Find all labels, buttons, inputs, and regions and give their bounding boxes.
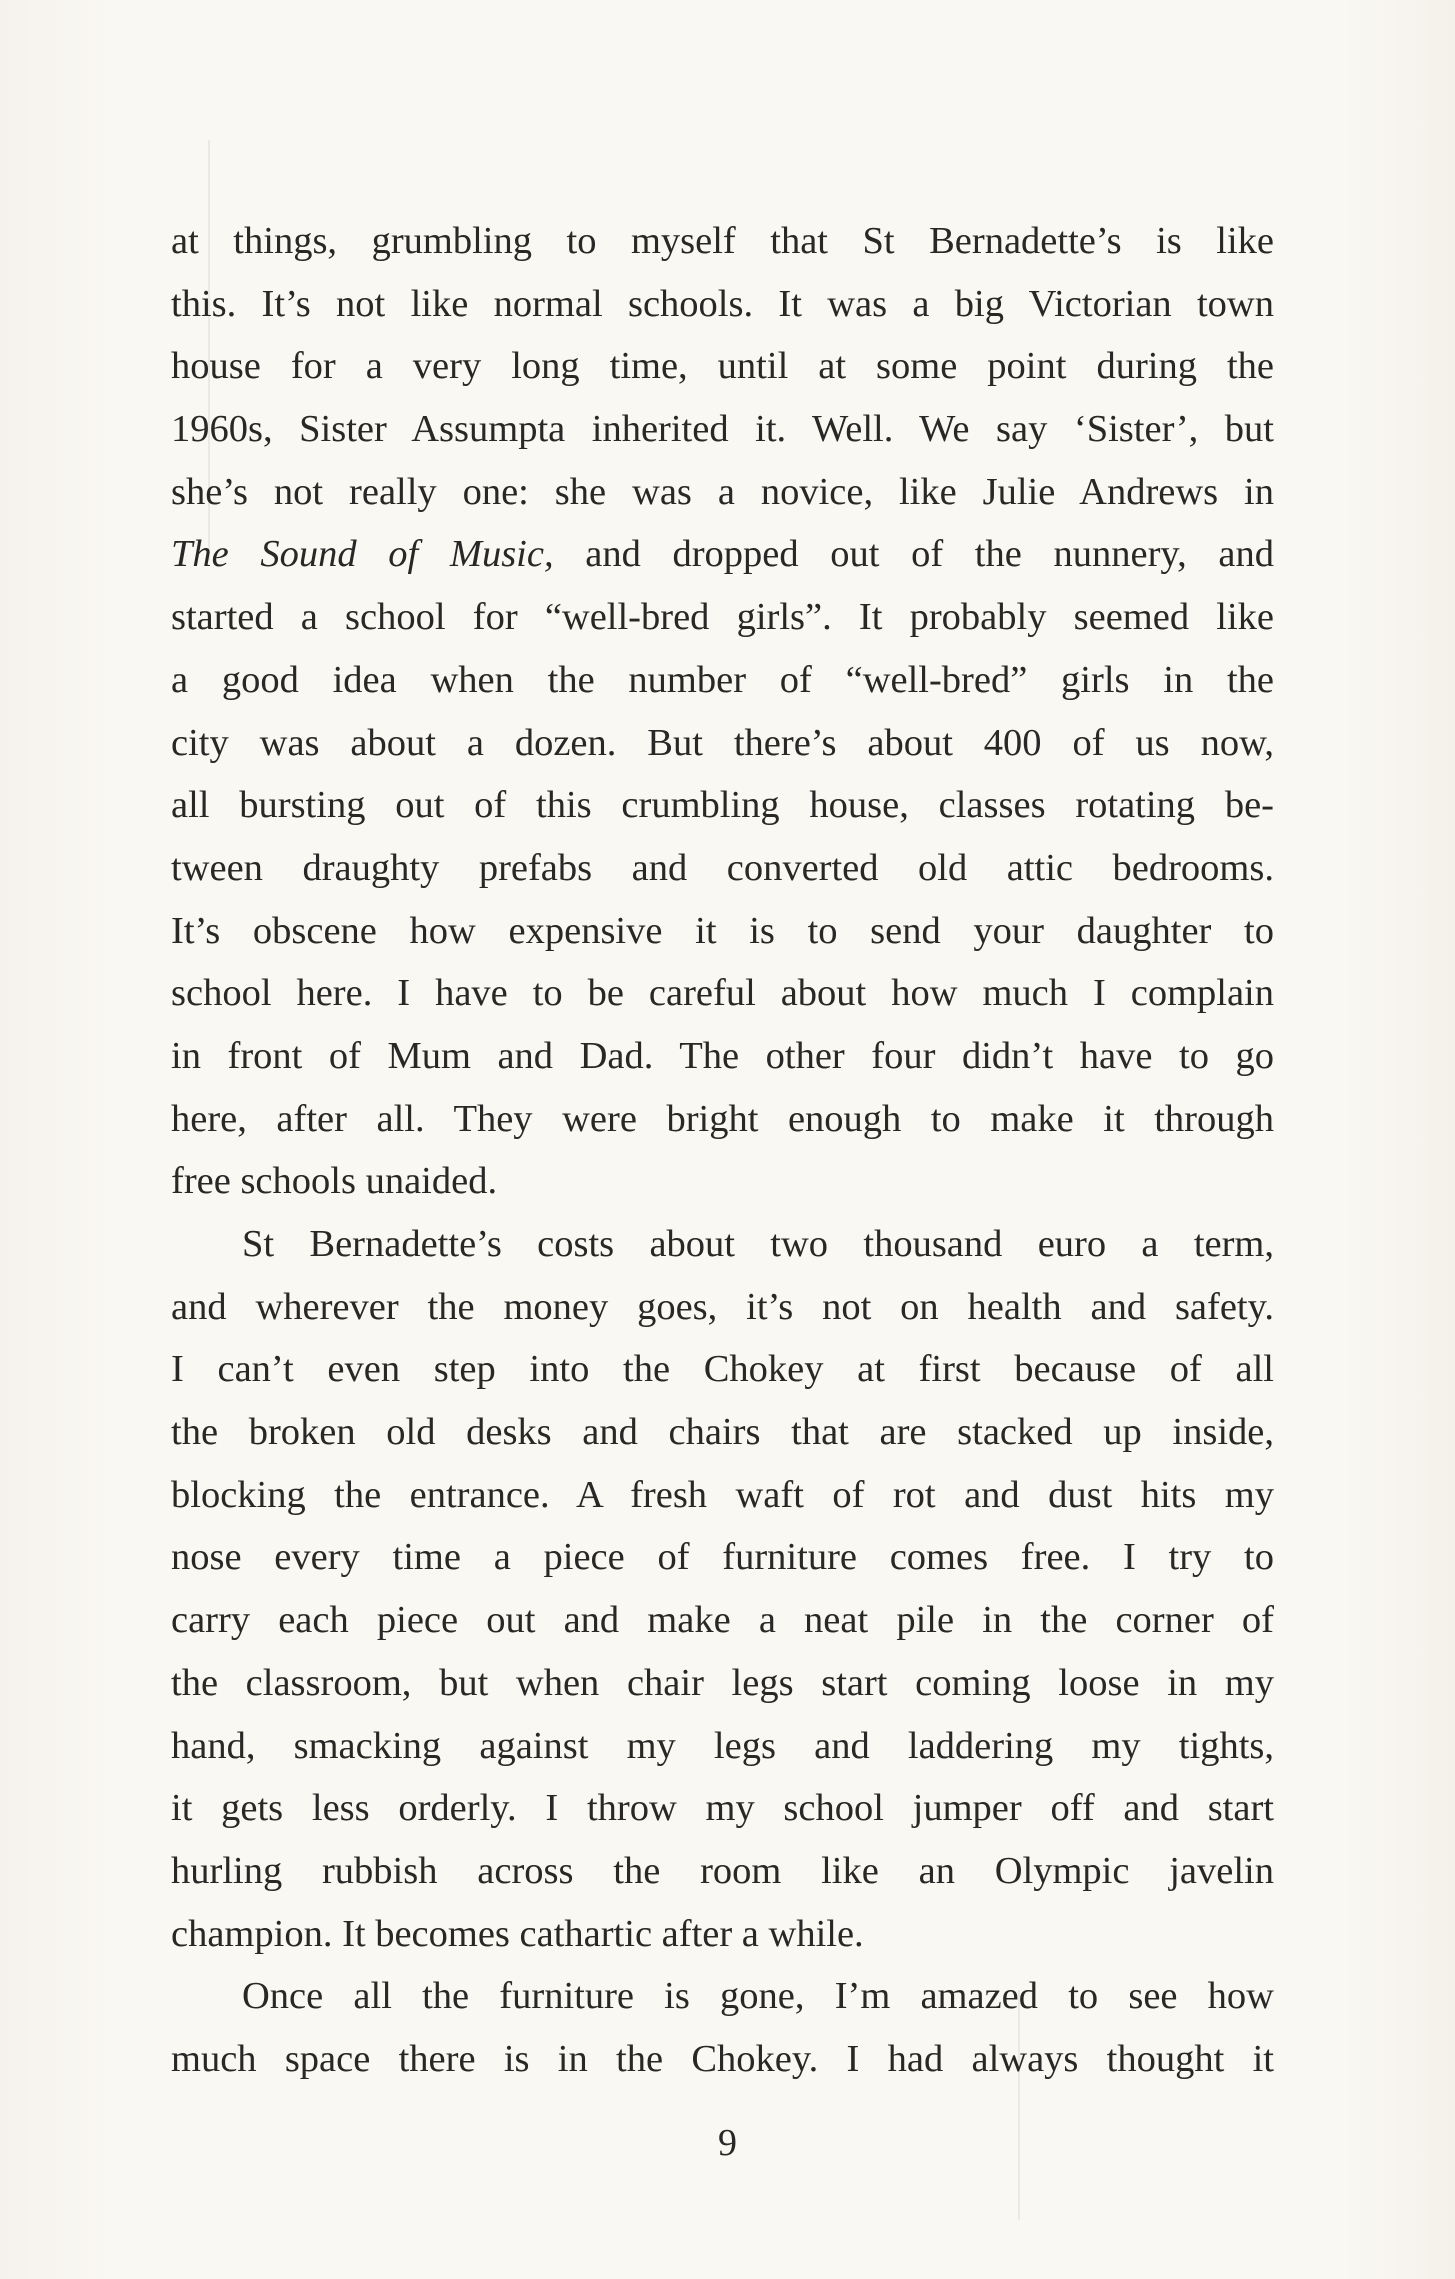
text-line: a good idea when the number of “well-bred” girls in the bbox=[171, 658, 1274, 701]
text-line: city was about a dozen. But there’s about 400 of us now, bbox=[171, 721, 1274, 764]
paragraph-start-line: Once all the furniture is gone, I’m amazed to see how bbox=[242, 1975, 1274, 2018]
text-line: at things, grumbling to myself that St Bernadette’s is like bbox=[171, 220, 1274, 262]
text-line: this. It’s not like normal schools. It was a big Victorian town bbox=[171, 282, 1274, 325]
text-line: school here. I have to be careful about how much I complain bbox=[171, 972, 1274, 1015]
text-line: tween draughty prefabs and converted old attic bedrooms. bbox=[171, 846, 1274, 889]
text-line: 1960s, Sister Assumpta inherited it. Well. We say ‘Sister’, but bbox=[171, 408, 1274, 451]
text-line: the classroom, but when chair legs start coming loose in my bbox=[171, 1661, 1274, 1704]
page-number: 9 bbox=[718, 2122, 737, 2164]
text-line: she’s not really one: she was a novice, like Julie Andrews in bbox=[171, 470, 1274, 513]
text-line: here, after all. They were bright enough to make it through bbox=[171, 1097, 1274, 1140]
paragraph-end-line: free schools unaided. bbox=[171, 1160, 498, 1203]
text-line: carry each piece out and make a neat pile in the corner of bbox=[171, 1599, 1274, 1642]
text-line: hurling rubbish across the room like an Olympic javelin bbox=[171, 1849, 1274, 1892]
text-line: house for a very long time, until at some point during the bbox=[171, 345, 1274, 388]
text-line: and wherever the money goes, it’s not on health and safety. bbox=[171, 1285, 1274, 1328]
book-title-italic: The Sound of Music, bbox=[171, 533, 554, 576]
text-line: I can’t even step into the Chokey at first because of all bbox=[171, 1348, 1274, 1391]
text-line: all bursting out of this crumbling house, classes rotating be- bbox=[171, 784, 1274, 827]
paragraph-start-line: St Bernadette’s costs about two thousand euro a term, bbox=[242, 1223, 1274, 1265]
text-line: the broken old desks and chairs that are stacked up inside, bbox=[171, 1411, 1274, 1454]
text-line: in front of Mum and Dad. The other four didn’t have to go bbox=[171, 1034, 1274, 1077]
text-line: started a school for “well-bred girls”. It probably seemed like bbox=[171, 596, 1274, 639]
text-line-with-title bbox=[171, 523, 1274, 586]
paragraph-end-line: champion. It becomes cathartic after a while. bbox=[171, 1912, 864, 1955]
text-line: hand, smacking against my legs and laddering my tights, bbox=[171, 1724, 1274, 1767]
text-line: blocking the entrance. A fresh waft of rot and dust hits my bbox=[171, 1473, 1274, 1516]
text-line: much space there is in the Chokey. I had always thought it bbox=[171, 2037, 1274, 2080]
text-line: It’s obscene how expensive it is to send your daughter to bbox=[171, 909, 1274, 952]
text-line: nose every time a piece of furniture comes free. I try to bbox=[171, 1536, 1274, 1579]
text-line-rest: and dropped out of the nunnery, and bbox=[553, 533, 1274, 576]
body-text bbox=[171, 210, 1274, 2091]
text-line: it gets less orderly. I throw my school jumper off and start bbox=[171, 1787, 1274, 1830]
